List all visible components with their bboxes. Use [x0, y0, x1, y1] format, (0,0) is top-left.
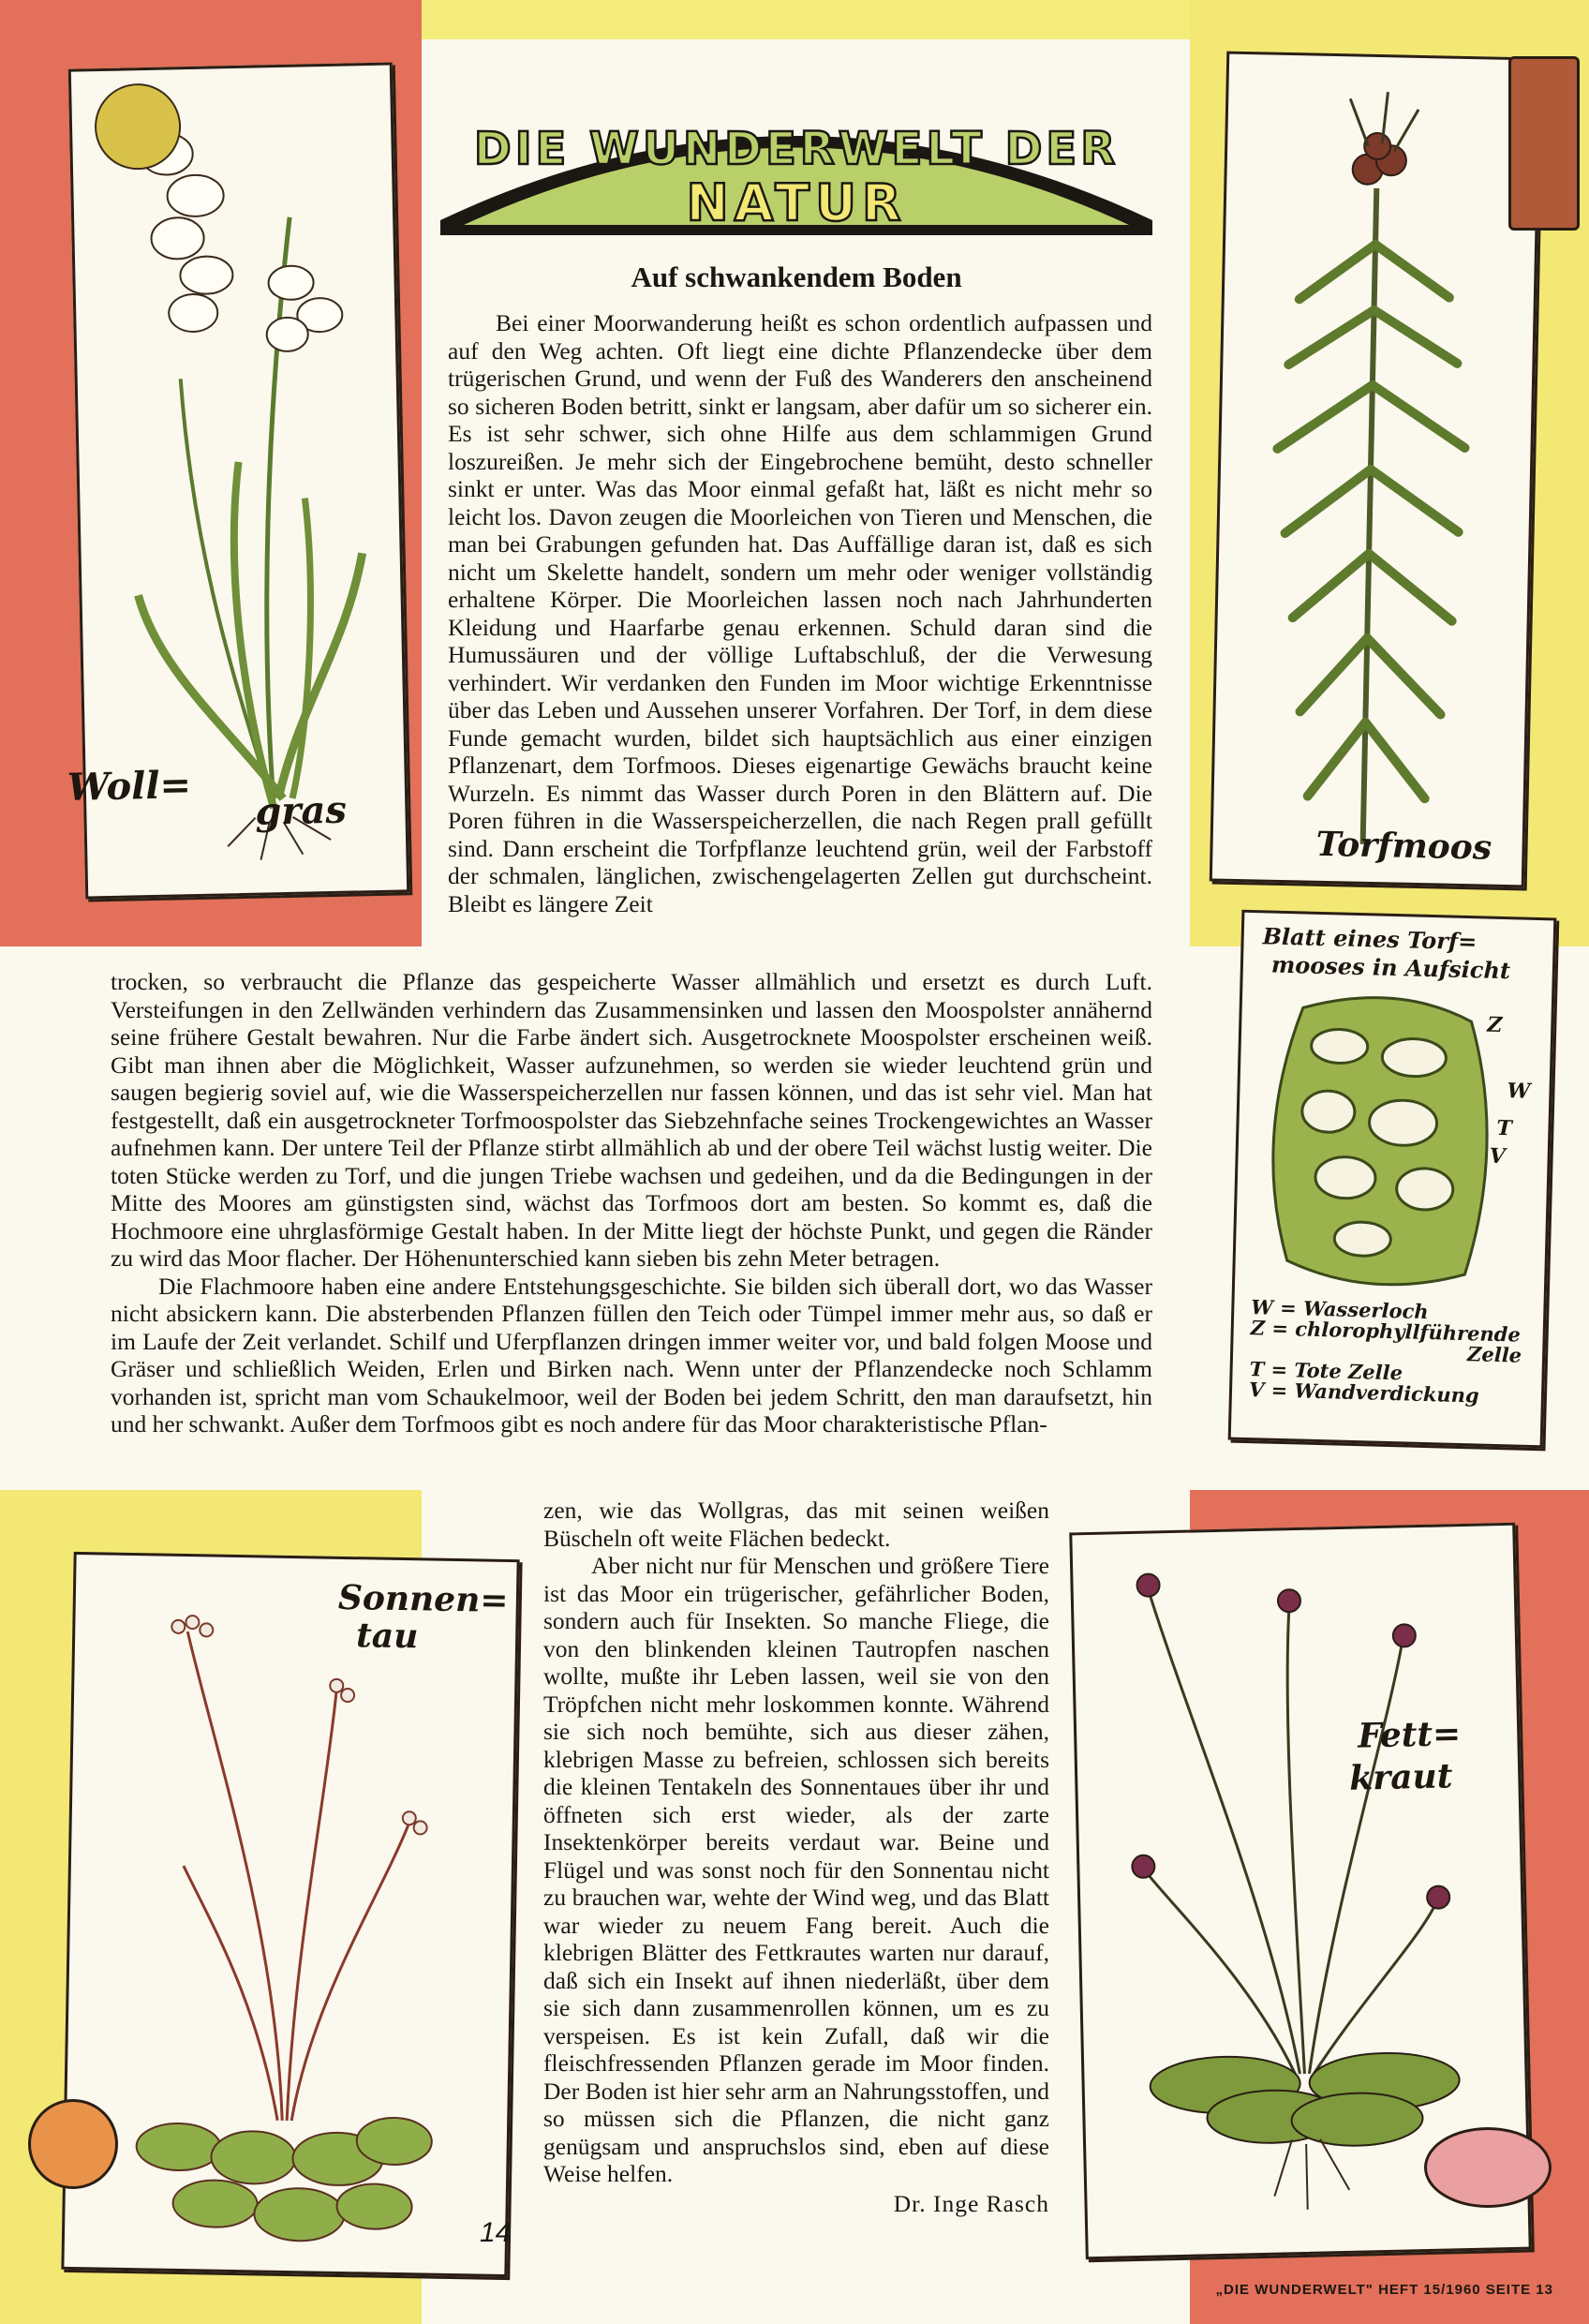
article-paragraph-5: Aber nicht nur für Menschen und größere Tiere ist das Moor ein trügerischer, gefährlicher Boden, sondern auch für Insekten. So manche Fliege, die von den blinkenden kleinen Tautropfen naschen wollte, mußte ihr Leben lassen, weil sie von den Tröpfchen nicht mehr loskommen konnte. Während sie sich noch bemühte, sich aus dieser zähen, klebrigen Masse zu befreien, schlossen sich bereits die kleinen Tentakeln des Sonnentaues über ihr und öffneten sich erst wieder, als der zarte Insektenkörper bereits verdaut war. Beine und Flügel und was sonst noch für den Sonnentau nicht zu brauchen war, wehte der Wind weg, und das Blatt war wieder zu neuem Fang bereit. Auch die klebrigen Blätter des Fettkrautes warten nur darauf, daß sich ein Insekt auf ihnen niederläßt, über dem sie sich dann zusammenrollen können, um es zu verspeisen. Es ist kein Zufall, daß wir die fleischfressenden Pflanzen gerade im Moor finden. Der Boden ist hier sehr arm an Nahrungsstoffen, und so müssen sich die Pflanzen, die nicht ganz genügsam und anspruchslos sind, eben auf diese Weise helfen.: [543, 1552, 1049, 2187]
card-blatt: [1228, 910, 1557, 1449]
stove-decoration: [1508, 56, 1580, 231]
card-torfmoos: [1210, 52, 1541, 888]
article-author: Dr. Inge Rasch: [893, 2189, 1049, 2217]
title-line1: DIE WUNDERWELT DER: [473, 123, 1120, 175]
pig-decoration: [1424, 2127, 1552, 2208]
article-paragraph-2: trocken, so verbraucht die Pflanze das gespeicherte Wasser allmählich und ersetzt es durch Luft. Versteifungen in den Zellwänden verhindern das Zusammensinken und lassen den Moospolster annähernd seine frühere Gestalt bewahren. Nur die Farbe ändert sich. Ausgetrocknete Moospolster erscheinen weiß. Gibt man ihnen aber die Möglichkeit, Wasser aufzunehmen, so werden sie wieder leuchtend grün und saugen begierig soviel auf, wie die Wasserspeicherzellen nur fassen können, und das ist sehr viel. Man hat festgestellt, daß ein ausgetrockneter Torfmoospolster das Siebzehnfache seines Trockengewichtes an Wasser aufnehmen kann. Der untere Teil der Pflanze stirbt allmählich ab und der obere Teil wächst lustig weiter. Die toten Stücke werden zu Torf, und die jungen Triebe wachsen und gedeihen, und da die Bedingungen in der Mitte des Moores am günstigsten sind, wächst das Torfmoos dort am besten. So kommt es, daß die Hochmoore eine uhrglasförmige Gestalt haben. In der Mitte liegt der höchste Punkt, und gegen die Ränder zu wird das Moor flacher. Der Höhenunterschied kann sieben bis zehn Meter betragen.: [111, 968, 1152, 1272]
page-mark: 14: [480, 2217, 512, 2248]
sun-decoration: [28, 2099, 118, 2189]
article-column-1: [448, 309, 1152, 968]
sonnentau-label-2: tau: [355, 1616, 419, 1657]
wollgras-label-1: Woll=: [67, 763, 192, 810]
torfmoos-label: Torfmoos: [1315, 824, 1492, 868]
wollgras-label-2: gras: [254, 787, 348, 834]
footer-credit: „DIE WUNDERWELT" HEFT 15/1960 SEITE 13: [1215, 2282, 1553, 2298]
sonnentau-label-1: Sonnen=: [337, 1577, 509, 1621]
blatt-title-2: mooses in Aufsicht: [1270, 950, 1511, 985]
marker-t: T: [1496, 1115, 1513, 1141]
article-paragraph-4: zen, wie das Wollgras, das mit seinen weißen Büscheln oft weite Flächen bedeckt.: [543, 1497, 1049, 1552]
marker-v: V: [1489, 1143, 1507, 1169]
blatt-legend: [1249, 1297, 1533, 1408]
legend-w: W = Wasserloch: [1251, 1295, 1429, 1324]
fettkraut-label-2: kraut: [1348, 1756, 1453, 1798]
article-paragraph-1: Bei einer Moorwanderung heißt es schon ordentlich aufpassen und auf den Weg achten. Oft liegt eine dichte Pflanzendecke über dem trügerischen Grund, und wenn der Fuß des Wanderers den anscheinend so sicheren Boden betritt, sinkt er langsam, aber dafür um so sicherer ein. Es ist sehr schwer, sich ohne Hilfe aus dem schlammigen Grund loszureißen. Je mehr sich der Eingebrochene bemüht, desto schneller sinkt er unter. Was das Moor einmal gefaßt hat, läßt es nicht mehr so leicht los. Davon zeugen die Moorleichen von Tieren und Menschen, die man bei Grabungen gefunden hat. Das Auffällige daran ist, daß es sich nicht um Skelette handelt, sondern um mehr oder weniger vollständig erhaltene Körper. Die Moorleichen lassen noch nach Jahrhunderten Kleidung und Haarfarbe genau erkennen. Schuld daran sind die Humussäuren und der völlige Luftabschluß, der die Verwesung verhindert. Wir verdanken den Funden im Moor wichtige Erkenntnisse über das Leben und Aussehen unserer Vorfahren. Der Torf, in dem diese Funde gemacht wurden, bildet sich hauptsächlich aus einer einzigen Pflanzenart, dem Torfmoos. Dieses eigenartige Gewächs braucht keine Wurzeln. Es nimmt das Wasser durch Poren in den Blättern auf. Die Poren führen in die Wasserspeicherzellen, die nach Regen prall gefüllt sind. Dann erscheint die Torfpflanze leuchtend grün, weil der Farbstoff der schmalen, länglichen, zwischengelagerten Zellen gut durchscheint. Bleibt es längere Zeit: [448, 309, 1152, 917]
article-column-2: [543, 1497, 1049, 2217]
card-wollgras: [68, 62, 409, 899]
title-line2: NATUR: [686, 173, 907, 232]
article-wide-section: [111, 968, 1152, 1438]
fettkraut-label-1: Fett=: [1357, 1714, 1462, 1756]
marker-z: Z: [1486, 1012, 1503, 1038]
title-banner: [426, 61, 1166, 239]
card-sonnentau: [61, 1552, 519, 2277]
legend-t: T = Tote Zelle: [1249, 1357, 1403, 1385]
sonnentau-illustration: [64, 1555, 516, 2274]
torfmoos-illustration: [1212, 54, 1538, 886]
legend-z-cont: Zelle: [1466, 1342, 1522, 1367]
blatt-title-1: Blatt eines Torf=: [1262, 922, 1478, 956]
blatt-cell-diagram: [1258, 988, 1509, 1294]
marker-w: W: [1507, 1079, 1531, 1104]
legend-z: Z = chlorophyllführende: [1250, 1316, 1522, 1347]
legend-v: V = Wandverdickung: [1248, 1378, 1479, 1408]
article-paragraph-3: Die Flachmoore haben eine andere Entstehungsgeschichte. Sie bilden sich überall dort, wo das Wasser nicht absickern kann. Die absterbenden Pflanzen füllen den Teich oder Tümpel immer mehr aus, so daß er im Laufe der Zeit verlandet. Schilf und Uferpflanzen dringen immer weiter vor, und bald folgen Moose und Gräser und schließlich Weiden, Erlen und Birken nach. Wenn unter der Pflanzendecke noch Schlamm vorhanden ist, spricht man vom Schaukelmoor, weil der Boden bei jedem Schritt, den man daraufsetzt, hin und her schwankt. Außer dem Torfmoos gibt es noch andere für das Moor charakteristische Pflan-: [111, 1272, 1152, 1438]
article-title: Auf schwankendem Boden: [631, 261, 962, 293]
